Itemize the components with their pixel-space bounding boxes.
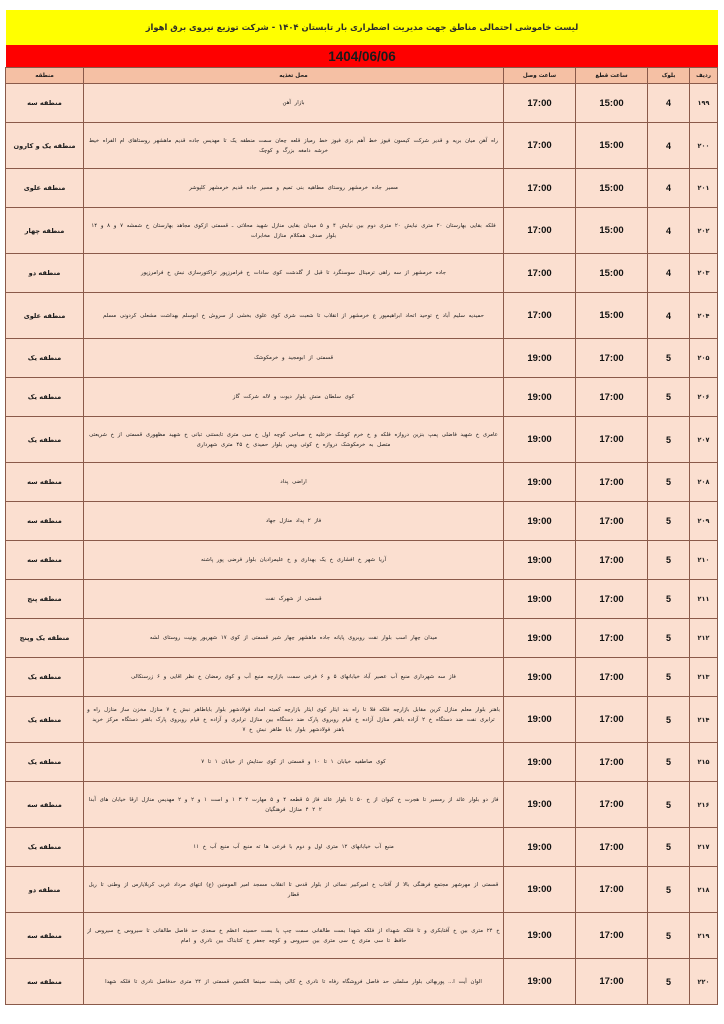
table-row — [6, 378, 718, 417]
cell-block: 5 — [648, 959, 690, 1005]
cell-on-time: 19:00 — [504, 913, 576, 959]
column-header-on-time: ساعت وصل — [504, 68, 576, 84]
cell-off-time: 17:00 — [576, 658, 648, 697]
cell-block: 5 — [648, 697, 690, 743]
cell-block: 5 — [648, 619, 690, 658]
cell-location: حمیدیه سلیم آباد خ توحید اتحاد ابراهیمپور ع خرمشهر از انقلاب تا شعبت شری کوی علوی بخشی از سروش خ ابوسلم بهداشت مشعلی کردونی مسلم — [84, 293, 504, 339]
cell-radif: ۲۰۸ — [690, 463, 718, 502]
table-row — [6, 782, 718, 828]
cell-radif: ۲۰۵ — [690, 339, 718, 378]
cell-off-time: 17:00 — [576, 828, 648, 867]
cell-block: 4 — [648, 208, 690, 254]
table-row — [6, 339, 718, 378]
cell-region: منطقه سه — [6, 463, 84, 502]
cell-location: عامری خ شهید فاضلی پمپ بنزین دروازه فلکه و خ خرم کوشک خزعلیه خ صباحی کوچه اول خ سی متری تابستنی تبانی خ شهید مظهوری قسمتی از خ شریعتی متصل به خرمکوشک دروازه خ کوئی ویس بلوار حمیدی خ ۴۵ متری شهرداری — [84, 417, 504, 463]
cell-region: منطقه سه — [6, 959, 84, 1005]
cell-radif: ۲۰۷ — [690, 417, 718, 463]
cell-radif: ۱۹۹ — [690, 84, 718, 123]
cell-block: 5 — [648, 782, 690, 828]
cell-block: 5 — [648, 417, 690, 463]
cell-region: منطقه چهار — [6, 208, 84, 254]
cell-radif: ۲۱۲ — [690, 619, 718, 658]
cell-on-time: 19:00 — [504, 959, 576, 1005]
cell-block: 5 — [648, 339, 690, 378]
cell-off-time: 15:00 — [576, 169, 648, 208]
table-container — [6, 67, 718, 1005]
cell-off-time: 17:00 — [576, 502, 648, 541]
table-row — [6, 293, 718, 339]
cell-off-time: 17:00 — [576, 619, 648, 658]
cell-on-time: 19:00 — [504, 782, 576, 828]
cell-region: منطقه یک — [6, 417, 84, 463]
cell-on-time: 17:00 — [504, 293, 576, 339]
date-band — [6, 45, 718, 67]
cell-region: منطقه پنج — [6, 580, 84, 619]
cell-region: منطقه سه — [6, 782, 84, 828]
cell-location: فاز سه شهرداری منبع آب عصیر آباد خیابانهای ۵ و ۶ فرعی سمت بازارچه منبع آب و کوی رمضان خ نظر اقایی و ۶ زرسنکالی — [84, 658, 504, 697]
cell-on-time: 17:00 — [504, 254, 576, 293]
cell-off-time: 15:00 — [576, 208, 648, 254]
cell-location: فاز دو بلوار عائد از رمسیر تا هجرت خ کیوان از خ ۵۰ تا بلوار عائد فاز ۵ قطعه ۴ و ۵ مهارت ۲ ۳ ۱ و است ۱ و ۲ و ۲ مهدیس منازل ارقا خیابان های آبدا ۲ ۲ ۴ منازل فرهنگیان — [84, 782, 504, 828]
cell-location: بازار آهن — [84, 84, 504, 123]
cell-radif: ۲۱۱ — [690, 580, 718, 619]
column-header-location: محل تغذیه — [84, 68, 504, 84]
cell-on-time: 19:00 — [504, 619, 576, 658]
table-head — [6, 68, 718, 84]
cell-block: 4 — [648, 254, 690, 293]
cell-block: 5 — [648, 867, 690, 913]
cell-off-time: 15:00 — [576, 123, 648, 169]
table-row — [6, 828, 718, 867]
cell-radif: ۲۱۶ — [690, 782, 718, 828]
cell-on-time: 19:00 — [504, 417, 576, 463]
cell-radif: ۲۱۷ — [690, 828, 718, 867]
cell-block: 5 — [648, 580, 690, 619]
cell-radif: ۲۰۹ — [690, 502, 718, 541]
table-row — [6, 502, 718, 541]
cell-off-time: 17:00 — [576, 463, 648, 502]
cell-location: قسمتی از شهرک نفت — [84, 580, 504, 619]
cell-block: 5 — [648, 658, 690, 697]
cell-block: 4 — [648, 293, 690, 339]
cell-off-time: 15:00 — [576, 293, 648, 339]
table-row — [6, 619, 718, 658]
cell-location: منبع آب خیابانهای ۱۲ متری اول و دوم با فرعی ها ته منبع آب منبع آب خ ۱۱ — [84, 828, 504, 867]
table-row — [6, 697, 718, 743]
cell-location: راه آهن میان بریه و قدیر شرکت کیسون فیوز خط آهم بزی فیوز خط رمیاز قلعه چعان سمت منطقه یک تا مهدیس جاده قدیم ماهشهر روستاهای ام الفراه خیط خرشه دامغه بزرگ و کوچک — [84, 123, 504, 169]
cell-location: مسیر جاده خرمشهر روستای مطاهیه بنی تمیم و مسیر جاده قدیم خرمشهر کلپوشر — [84, 169, 504, 208]
table-row — [6, 959, 718, 1005]
cell-block: 4 — [648, 123, 690, 169]
cell-off-time: 17:00 — [576, 417, 648, 463]
cell-location: الوان آیت ا... پوربهائی بلوار سلملی حد فاصل فروشگاه رفاه تا نادری خ کالی پشت سینما الکسین قسمتی از ۲۴ متری حدفاصل نادری تا فلکه شهدا — [84, 959, 504, 1005]
column-header-off-time: ساعت قطع — [576, 68, 648, 84]
cell-region: منطقه سه — [6, 502, 84, 541]
cell-location: خ ۲۴ متری بین خ آفتابکری و تا فلکه شهداء از فلکه شهدا بست طالقانی سمت چپ با بست حسینه اعظم خ سعدی حد فاصل طالقانی تا سیروس خ سیروس از حافظ تا سی متری خ سی متری بین سیروس و کوچه جعفر خ کتابناک بین نادری و امام — [84, 913, 504, 959]
cell-location: کوی صاطفیه خیابان ۱ تا ۱۰ و قسمتی از کوی ستایش از خیابان ۱ تا ۷ — [84, 743, 504, 782]
table-row — [6, 743, 718, 782]
cell-location: قسمتی از مهرشهر مجتمع فرهنگی بالا از آفتاب خ امیرکبیر نسائی از بلوار قدس تا انقلاب مسجد امیر المومنین (ع) انتهای مرداد غربی کربلایارس از وطنی تا ریل قطار — [84, 867, 504, 913]
cell-on-time: 19:00 — [504, 828, 576, 867]
cell-radif: ۲۱۴ — [690, 697, 718, 743]
table-row — [6, 254, 718, 293]
cell-off-time: 15:00 — [576, 84, 648, 123]
cell-off-time: 17:00 — [576, 541, 648, 580]
cell-on-time: 17:00 — [504, 169, 576, 208]
cell-block: 5 — [648, 541, 690, 580]
cell-location: جاده خرمشهر از سه راهی ترمینال سوسنگرد تا قبل از گلدشت کوی سادات خ فرامرزپور تراکتورسازی نبش خ فرامرزپور — [84, 254, 504, 293]
cell-region: منطقه سه — [6, 84, 84, 123]
table-row — [6, 541, 718, 580]
cell-region: منطقه یک — [6, 828, 84, 867]
cell-off-time: 15:00 — [576, 254, 648, 293]
cell-location: اراضی پداد — [84, 463, 504, 502]
table-body — [6, 84, 718, 1005]
cell-block: 5 — [648, 463, 690, 502]
cell-on-time: 19:00 — [504, 580, 576, 619]
cell-radif: ۲۱۳ — [690, 658, 718, 697]
cell-radif: ۲۱۸ — [690, 867, 718, 913]
column-header-radif: ردیف — [690, 68, 718, 84]
cell-region: منطقه یک و کارون — [6, 123, 84, 169]
cell-radif: ۲۰۴ — [690, 293, 718, 339]
cell-block: 5 — [648, 828, 690, 867]
cell-location: فاز ۲ پداد منازل جهاد — [84, 502, 504, 541]
cell-region: منطقه یک وپنج — [6, 619, 84, 658]
cell-off-time: 17:00 — [576, 743, 648, 782]
cell-off-time: 17:00 — [576, 867, 648, 913]
page-title: لیست خاموشی احتمالی مناطق جهت مدیریت اضطراری بار تابستان ۱۴۰۴ - شرکت توزیع نیروی برق اهواز — [145, 21, 579, 32]
table-row — [6, 867, 718, 913]
cell-block: 5 — [648, 913, 690, 959]
cell-block: 5 — [648, 502, 690, 541]
cell-region: منطقه سه — [6, 541, 84, 580]
cell-block: 5 — [648, 378, 690, 417]
cell-radif: ۲۰۰ — [690, 123, 718, 169]
table-row — [6, 658, 718, 697]
table-row — [6, 913, 718, 959]
cell-on-time: 19:00 — [504, 697, 576, 743]
cell-block: 4 — [648, 84, 690, 123]
schedule-date: 1404/06/06 — [328, 48, 396, 64]
cell-on-time: 19:00 — [504, 378, 576, 417]
cell-on-time: 19:00 — [504, 463, 576, 502]
cell-region: منطقه دو — [6, 867, 84, 913]
table-row — [6, 580, 718, 619]
cell-location: قسمتی از ابومجید و خرمکوشک — [84, 339, 504, 378]
cell-region: منطقه یک — [6, 697, 84, 743]
cell-location: آریا شهر خ افشاری خ یک بهداری و خ علیمرادیان بلوار فرضی پور پاشنه — [84, 541, 504, 580]
column-header-region: منطقه — [6, 68, 84, 84]
cell-radif: ۲۱۰ — [690, 541, 718, 580]
cell-region: منطقه سه — [6, 913, 84, 959]
table-row — [6, 169, 718, 208]
cell-radif: ۲۰۲ — [690, 208, 718, 254]
cell-off-time: 17:00 — [576, 697, 648, 743]
column-header-block: بلوک — [648, 68, 690, 84]
cell-on-time: 19:00 — [504, 502, 576, 541]
cell-on-time: 19:00 — [504, 339, 576, 378]
cell-location: کوی سلطان منش بلوار دیوت و لاله شرکت گاز — [84, 378, 504, 417]
table-row — [6, 208, 718, 254]
cell-block: 5 — [648, 743, 690, 782]
cell-radif: ۲۲۰ — [690, 959, 718, 1005]
cell-location: میدان چهار اسب بلوار نفت روبروی پایانه جاده ماهشهر چهار شیر قسمتی از کوی ۱۷ شهریور پونیت روستای لشه — [84, 619, 504, 658]
cell-on-time: 17:00 — [504, 208, 576, 254]
cell-radif: ۲۰۶ — [690, 378, 718, 417]
cell-on-time: 17:00 — [504, 84, 576, 123]
table-row — [6, 84, 718, 123]
cell-off-time: 17:00 — [576, 378, 648, 417]
cell-location: باهنر بلوار معلم منازل کرین مقابل بازارچه فلکه فلا تا راه بند ایثار کوی ایثار بازارچه کمیته امداد فولادشهر بلوار باباطاهر نبش خ ۷ منازل مخزن ساز منازل راه و ترابری نفت ضد دستگاه خ ۲ آزاده باهنر منازل آزاده خ قیام روبروی پارک ضد دستگاه بین منازل ترابری و آزاده خ قیام روبروی پارک باهنر دستگاه مرکز خرید باهنر فولادشهر بلوار بابا طاهر نبش خ ۷ — [84, 697, 504, 743]
cell-block: 4 — [648, 169, 690, 208]
cell-on-time: 19:00 — [504, 541, 576, 580]
cell-off-time: 17:00 — [576, 580, 648, 619]
title-band — [6, 10, 718, 45]
table-row — [6, 123, 718, 169]
cell-off-time: 17:00 — [576, 959, 648, 1005]
cell-on-time: 19:00 — [504, 658, 576, 697]
cell-region: منطقه دو — [6, 254, 84, 293]
cell-off-time: 17:00 — [576, 339, 648, 378]
table-header-row — [6, 68, 718, 84]
cell-region: منطقه یک — [6, 658, 84, 697]
cell-region: منطقه علوی — [6, 293, 84, 339]
cell-off-time: 17:00 — [576, 782, 648, 828]
cell-on-time: 19:00 — [504, 867, 576, 913]
cell-region: منطقه یک — [6, 743, 84, 782]
cell-location: فلکه بقایی بهارستان ۲۰ متری نبایش ۲۰ متری دوم بین نیایش ۴ و ۵ میدان بقایی منازل شهید محلاتی ـ قسمتی ازکوی مجاهد بهارستان خ شمشه ۷ و ۸ و ۱۴ بلوار صدف همکلام منازل مخابرات — [84, 208, 504, 254]
cell-off-time: 17:00 — [576, 913, 648, 959]
table-row — [6, 463, 718, 502]
cell-region: منطقه یک — [6, 339, 84, 378]
cell-radif: ۲۱۵ — [690, 743, 718, 782]
cell-on-time: 17:00 — [504, 123, 576, 169]
cell-radif: ۲۰۳ — [690, 254, 718, 293]
cell-on-time: 19:00 — [504, 743, 576, 782]
cell-radif: ۲۱۹ — [690, 913, 718, 959]
outage-table — [5, 67, 718, 1005]
cell-region: منطقه علوی — [6, 169, 84, 208]
table-row — [6, 417, 718, 463]
cell-radif: ۲۰۱ — [690, 169, 718, 208]
cell-region: منطقه یک — [6, 378, 84, 417]
